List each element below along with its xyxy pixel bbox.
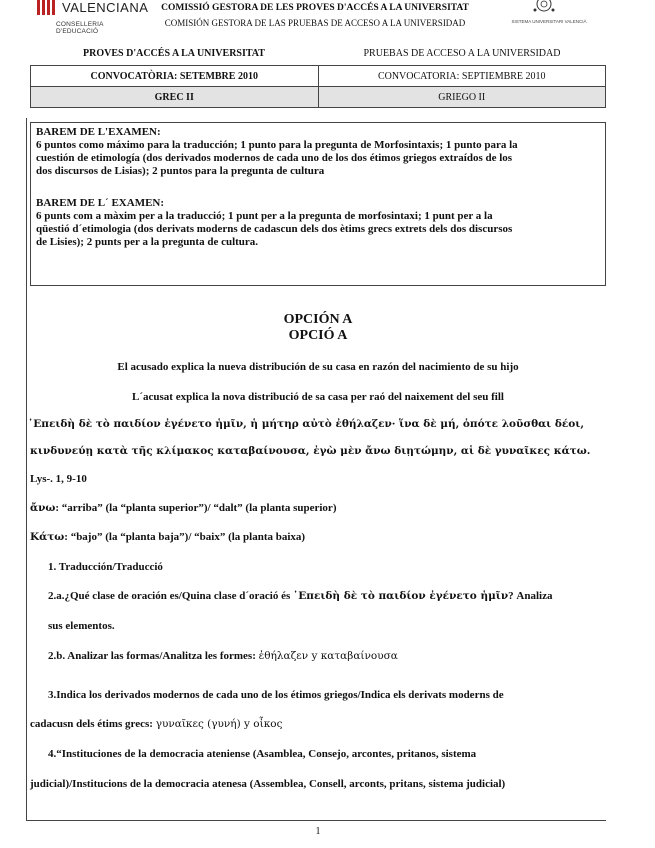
barem-va-title: BAREM DE L´ EXAMEN: (36, 197, 165, 209)
question-4-line2: judicial)/Institucions de la democracia atenesa (Assemblea, Consell, arconts, pritans, sistema judicial) (30, 778, 506, 790)
question-2a-text: 2.a.¿Qué clase de oración es/Quina clase d´oració és (48, 590, 294, 602)
question-2b-greek: ἐθήλαζεν y καταβαίνουσα (258, 650, 398, 662)
barem-va-line1: 6 punts com a màxim per a la traducció; 1 punt per a la pregunta de morfosintaxi; 1 punt per a la (36, 210, 493, 222)
subject-valencian: GREC II (31, 87, 319, 108)
vocab-ano (30, 502, 336, 514)
question-3-text: cadacusn dels étims grecs: (30, 718, 156, 730)
question-2a-greek: ᾿Επειδὴ δὲ τὸ παιδίον ἐγένετο ἡμῖν (293, 590, 509, 602)
seal-icon (529, 0, 559, 16)
header-title-spanish: COMISIÓN GESTORA DE LAS PRUEBAS DE ACCESO A LA UNIVERSIDAD (164, 18, 466, 28)
vocab-kato (30, 531, 305, 543)
subject-row (31, 87, 606, 108)
header-right-title: PRUEBAS DE ACCESO A LA UNIVERSIDAD (363, 48, 561, 59)
convocation-valencian: CONVOCATÒRIA: SETEMBRE 2010 (31, 66, 319, 87)
greek-text-line2: κινδυνεύῃ κατὰ τῆς κλίμακος καταβαίνουσα, ἐγὼ μὲν ἄνω διῃτώμην, αἱ δὲ γυναῖκες κάτω. (30, 445, 591, 457)
vocab-kato-def: : “bajo” (la “planta baja”)/ “baix” (la planta baixa) (64, 531, 306, 543)
question-2a-cont: sus elementos. (48, 620, 115, 632)
question-3-line1: 3.Indica los derivados modernos de cada uno de los étimos griegos/Indica els derivats moderns de (48, 689, 504, 701)
convocation-spanish: CONVOCATORIA: SEPTIEMBRE 2010 (318, 66, 606, 87)
logo-left-name: VALENCIANA (62, 0, 149, 15)
question-2a-end: ? Analiza (508, 590, 553, 602)
vocab-ano-word: ἄνω (30, 502, 56, 514)
question-1: 1. Traducción/Traducció (48, 561, 163, 573)
bottom-rule (26, 820, 606, 821)
subject-spanish: GRIEGO II (318, 87, 606, 108)
page-number: 1 (315, 826, 321, 837)
barem-es-line1: 6 puntos como máximo para la traducción; 1 punto para la pregunta de Morfosintaxis; 1 punto para la (36, 139, 518, 151)
question-2b-text: 2.b. Analizar las formas/Analitza les formes: (48, 650, 259, 662)
barem-va-line2: qüestió d´etimologia (dos derivats moderns de cadascun dels dos ètims grecs extrets dels dos discursos (36, 223, 513, 235)
question-4-line1: 4.“Instituciones de la democracia ateniense (Asamblea, Consejo, arcontes, pritanos, sistema (48, 748, 477, 760)
generalitat-logo (36, 0, 149, 36)
option-title-va: OPCIÓ A (288, 328, 348, 343)
greek-text-line1: ᾿Επειδὴ δὲ τὸ παιδίον ἐγένετο ἡμῖν, ἡ μήτηρ αὐτὸ ἐθήλαζεν· ἵνα δὲ μή, ὁπότε λοῦσθαι δέοι, (28, 418, 585, 430)
option-title-es: OPCIÓN A (283, 312, 353, 327)
barem-es-title: BAREM DE L'EXAMEN: (36, 126, 161, 138)
barem-es-line3: dos discursos de Lisias); 2 puntos para la pregunta de cultura (36, 165, 325, 177)
question-3-greek: γυναῖκες (γυνή) y οἶκος (155, 718, 283, 730)
intro-es: El acusado explica la nueva distribución de su casa en razón del nacimiento de su hijo (117, 361, 519, 373)
exam-header-table (30, 65, 606, 108)
barem-va-line3: de Lisies); 2 punts per a la pregunta de cultura. (36, 236, 259, 248)
vocab-kato-word: Κάτω (30, 531, 65, 543)
university-system-logo (494, 0, 604, 38)
intro-va: L´acusat explica la nova distribució de sa casa per raó del naixement del seu fill (132, 391, 504, 403)
barem-es-line2: cuestión de etimología (dos derivados modernos de cada uno de los dos étimos griegos extraídos de los (36, 152, 513, 164)
generalitat-emblem-icon (36, 0, 56, 16)
question-2a (48, 590, 552, 602)
logo-right-text: SISTEMA UNIVERSITARI VALENCIÀ (511, 19, 587, 24)
source-reference: Lys-. 1, 9-10 (30, 473, 87, 485)
header-title-valencian: COMISSIÓ GESTORA DE LES PROVES D'ACCÉS A LA UNIVERSITAT (161, 3, 469, 13)
logo-left-subtitle: CONSELLERIA D'EDUCACIÓ (56, 21, 104, 35)
question-3-line2 (30, 718, 283, 730)
barem-box (30, 122, 606, 286)
header-left-title: PROVES D'ACCÉS A LA UNIVERSITAT (83, 48, 265, 59)
convocation-row (31, 66, 606, 87)
vocab-ano-def: : “arriba” (la “planta superior”)/ “dalt” (la planta superior) (55, 502, 337, 514)
left-margin-line (26, 118, 27, 820)
question-2b (48, 650, 398, 662)
